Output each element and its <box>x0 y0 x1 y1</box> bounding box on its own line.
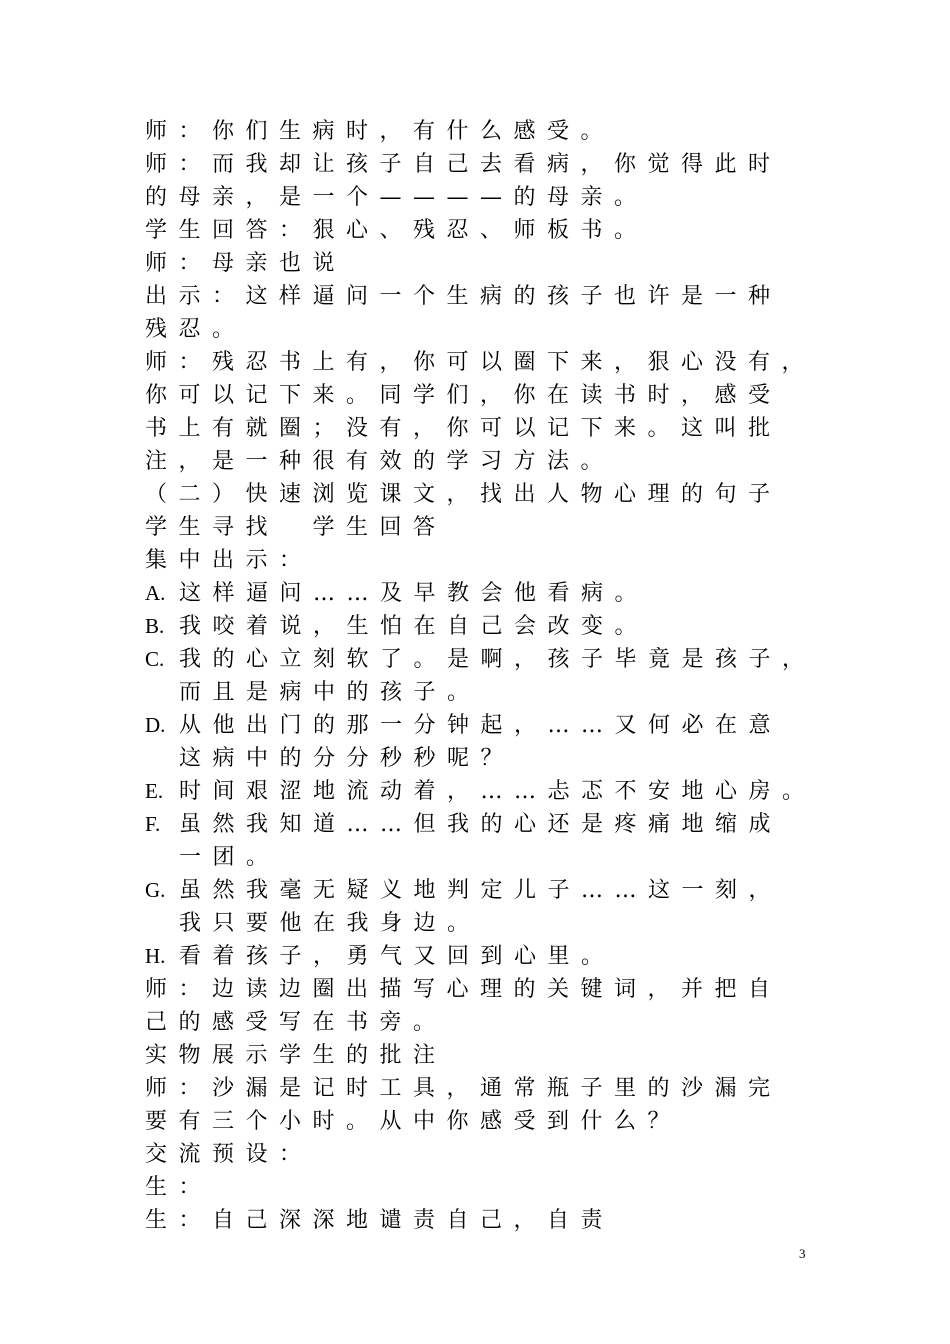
list-item-g <box>145 874 845 907</box>
paragraph-line: 师：残忍书上有，你可以圈下来，狠心没有， <box>145 350 816 375</box>
page-number: 3 <box>799 1246 806 1261</box>
paragraph-line: 书上有就圈；没有，你可以记下来。这叫批 <box>145 416 782 441</box>
paragraph-line: 生：自己深深地谴责自己，自责 <box>145 1208 615 1233</box>
paragraph-line: 师：母亲也说 <box>145 251 347 276</box>
list-item-h <box>145 940 845 973</box>
paragraph-line: 残忍。 <box>145 317 246 342</box>
paragraph-line: 师：而我却让孩子自己去看病，你觉得此时 <box>145 152 782 177</box>
list-item-c <box>145 643 845 676</box>
list-item-text: 我咬着说，生怕在自己会改变。 <box>179 614 649 639</box>
list-item-d <box>145 709 845 742</box>
list-marker: D. <box>145 713 166 737</box>
list-item-e <box>145 775 845 808</box>
list-item-f <box>145 808 845 841</box>
list-item-continuation: 这病中的分分秒秒呢？ <box>179 746 515 771</box>
list-item-text: 虽然我毫无疑义地判定儿子……这一刻， <box>179 878 783 903</box>
paragraph-line: （二）快速浏览课文，找出人物心理的句子 <box>145 482 782 507</box>
paragraph-line: 师：沙漏是记时工具，通常瓶子里的沙漏完 <box>145 1076 782 1101</box>
list-item-b <box>145 610 845 643</box>
paragraph-line: 交流预设： <box>145 1142 313 1167</box>
list-item-text: 虽然我知道……但我的心还是疼痛地缩成 <box>179 812 783 837</box>
list-item-text: 看着孩子，勇气又回到心里。 <box>179 944 615 969</box>
list-item-text: 这样逼问……及早教会他看病。 <box>179 581 649 606</box>
list-item-continuation: 我只要他在我身边。 <box>179 911 481 936</box>
paragraph-line: 要有三个小时。从中你感受到什么？ <box>145 1109 682 1134</box>
paragraph-line: 集中出示： <box>145 548 313 573</box>
list-item-text: 我的心立刻软了。是啊，孩子毕竟是孩子， <box>179 647 816 672</box>
paragraph-line: 师：边读边圈出描写心理的关键词，并把自 <box>145 977 782 1002</box>
list-item-a <box>145 577 845 610</box>
paragraph-line: 己的感受写在书旁。 <box>145 1010 447 1035</box>
document-body <box>145 115 845 1237</box>
paragraph-line: 学生回答：狠心、残忍、师板书。 <box>145 218 648 243</box>
list-marker: E. <box>145 779 164 803</box>
paragraph-line: 你可以记下来。同学们，你在读书时，感受 <box>145 383 782 408</box>
list-marker: G. <box>145 878 166 902</box>
list-item-text: 从他出门的那一分钟起，……又何必在意 <box>179 713 783 738</box>
list-item-text: 时间艰涩地流动着，……忐忑不安地心房。 <box>179 779 816 804</box>
paragraph-line: 出示：这样逼问一个生病的孩子也许是一种 <box>145 284 782 309</box>
list-item-continuation: 而且是病中的孩子。 <box>179 680 481 705</box>
paragraph-line: 实物展示学生的批注 <box>145 1043 447 1068</box>
list-marker: F. <box>145 812 161 836</box>
paragraph-line: 注，是一种很有效的学习方法。 <box>145 449 615 474</box>
list-marker: B. <box>145 614 165 638</box>
paragraph-line: 师：你们生病时，有什么感受。 <box>145 119 615 144</box>
paragraph-line: 的母亲，是一个————的母亲。 <box>145 185 648 210</box>
list-item-continuation: 一团。 <box>179 845 280 870</box>
paragraph-line: 学生寻找 学生回答 <box>145 515 447 540</box>
list-marker: C. <box>145 647 165 671</box>
paragraph-line: 生： <box>145 1175 213 1200</box>
list-marker: A. <box>145 581 166 605</box>
list-marker: H. <box>145 944 166 968</box>
